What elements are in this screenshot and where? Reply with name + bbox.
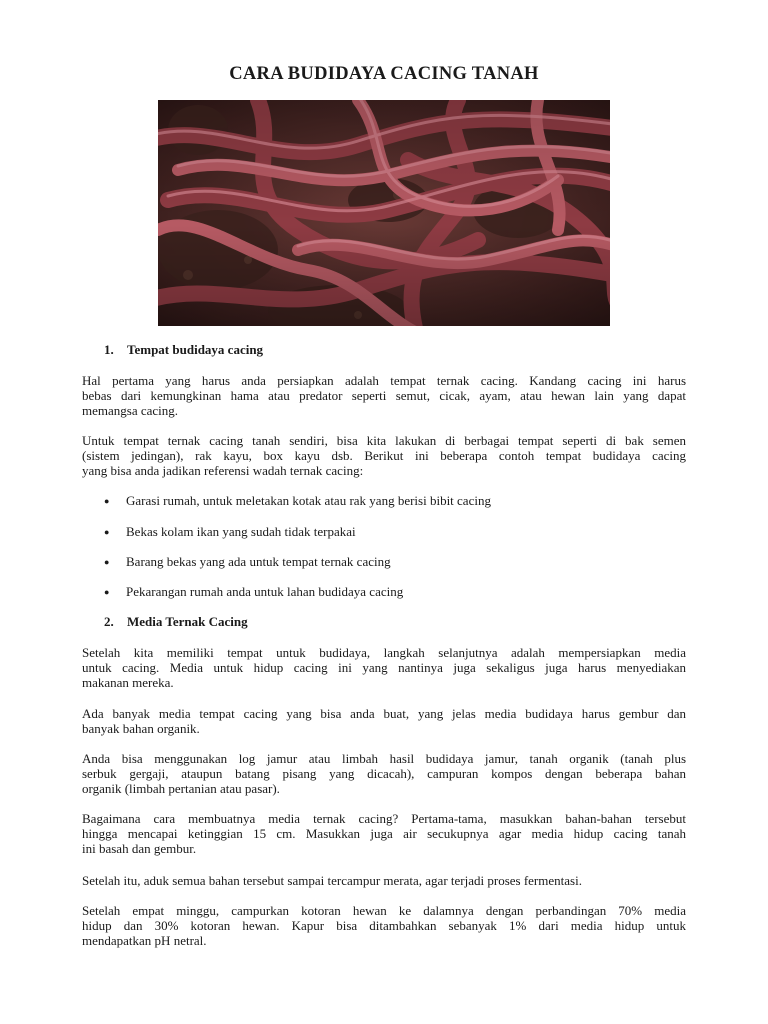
text-line: ini basah dan gembur. [82, 841, 197, 856]
text-line: Setelah empat minggu, campurkan kotoran hewan ke dalamnya dengan perbandingan 70% media [82, 903, 686, 918]
section-2-number: 2. [104, 614, 114, 629]
list-item [104, 584, 403, 600]
section-2-paragraph-3 [82, 751, 686, 796]
text-line: hidup dan 30% kotoran hewan. Kapur bisa ditambahkan sebanyak 1% dari media hidup untuk [82, 918, 686, 933]
text-line: Untuk tempat ternak cacing tanah sendiri, bisa kita lakukan di berbagai tempat seperti di bak semen [82, 433, 686, 448]
section-1-paragraph-1 [82, 373, 686, 418]
list-item-text: Pekarangan rumah anda untuk lahan budidaya cacing [126, 584, 404, 599]
list-item [104, 493, 491, 509]
list-item-text: Barang bekas yang ada untuk tempat ternak cacing [126, 554, 391, 569]
text-line: Setelah kita memiliki tempat untuk budidaya, langkah selanjutnya adalah mempersiapkan media [82, 645, 686, 660]
section-2-title: Media Ternak Cacing [127, 614, 248, 629]
bullet-icon: ● [104, 527, 110, 537]
section-1-title: Tempat budidaya cacing [127, 342, 264, 357]
earthworm-photo [158, 100, 610, 326]
list-item [104, 524, 356, 540]
text-line: untuk cacing. Media untuk hidup cacing ini yang nantinya juga sekaligus juga harus menyediakan [82, 660, 686, 675]
section-1-heading [104, 342, 263, 358]
bullet-icon: ● [104, 557, 110, 567]
text-line: bebas dari kemungkinan hama atau predator seperti semut, cicak, ayam, atau hewan lain yang dapat [82, 388, 686, 403]
bullet-icon: ● [104, 587, 110, 597]
text-line: serbuk gergaji, ataupun batang pisang yang dicacah), campuran kompos dengan beberapa bahan [82, 766, 686, 781]
section-1-paragraph-2 [82, 433, 686, 478]
text-line: Setelah itu, aduk semua bahan tersebut sampai tercampur merata, agar terjadi proses fermentasi. [82, 873, 582, 888]
text-line: mendapatkan pH netral. [82, 933, 207, 948]
section-2-paragraph-4 [82, 811, 686, 856]
bullet-icon: ● [104, 496, 110, 506]
text-line: Bagaimana cara membuatnya media ternak cacing? Pertama-tama, masukkan bahan-bahan tersebut [82, 811, 686, 826]
text-line: Ada banyak media tempat cacing yang bisa anda buat, yang jelas media budidaya harus gembur dan [82, 706, 686, 721]
list-item-text: Garasi rumah, untuk meletakan kotak atau rak yang berisi bibit cacing [126, 493, 491, 508]
section-2-paragraph-1 [82, 645, 686, 690]
list-item-text: Bekas kolam ikan yang sudah tidak terpakai [126, 524, 356, 539]
text-line: organik (limbah pertanian atau pasar). [82, 781, 280, 796]
text-line: memangsa cacing. [82, 403, 179, 418]
text-line: (sistem jedingan), rak kayu, box kayu dsb. Berikut ini beberapa contoh tempat budidaya cacing [82, 448, 686, 463]
section-1-number: 1. [104, 342, 114, 357]
list-item [104, 554, 391, 570]
section-2-paragraph-2 [82, 706, 686, 736]
text-line: banyak bahan organik. [82, 721, 200, 736]
text-line: makanan mereka. [82, 675, 174, 690]
earthworm-illustration [158, 100, 610, 326]
text-line: Anda bisa menggunakan log jamur atau limbah hasil budidaya jamur, tanah organik (tanah plus [82, 751, 686, 766]
section-2-heading [104, 614, 248, 630]
text-line: yang bisa anda jadikan referensi wadah ternak cacing: [82, 463, 364, 478]
text-line: Hal pertama yang harus anda persiapkan adalah tempat ternak cacing. Kandang cacing ini harus [82, 373, 686, 388]
section-2-paragraph-6 [82, 903, 686, 948]
document-title: CARA BUDIDAYA CACING TANAH [229, 64, 539, 84]
text-line: hingga mencapai ketinggian 15 cm. Masukkan juga air secukupnya agar media hidup cacing tanah [82, 826, 686, 841]
section-2-paragraph-5 [82, 873, 686, 888]
